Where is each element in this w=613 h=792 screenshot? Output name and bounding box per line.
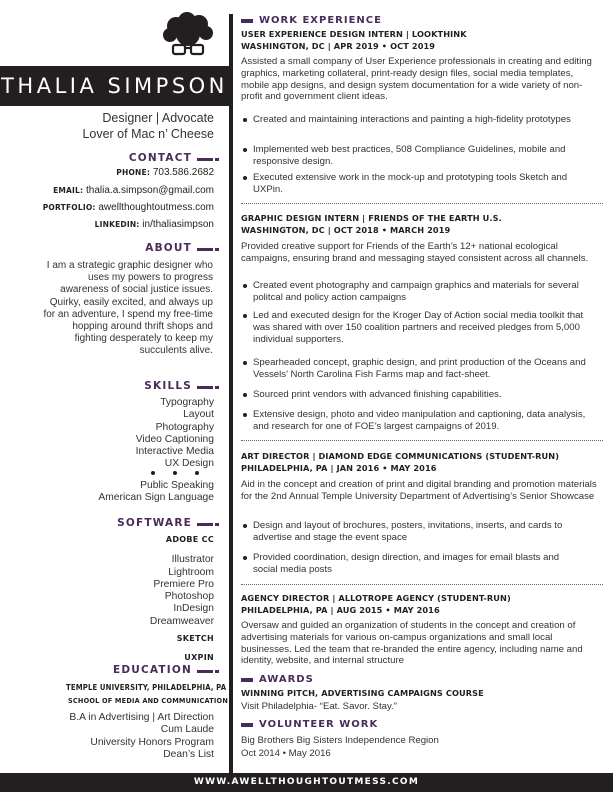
education-item: Cum Laude (160, 724, 214, 736)
contact-email-row (53, 185, 214, 196)
software-heading: SOFTWARE (117, 517, 192, 529)
software-item: Photoshop (164, 591, 214, 603)
job-summary: Oversaw and guided an organization of students in the concept and creation of advertising materials for various on-campus organizations and small local businesses. Led the team that re-branded the entire agency, including name and identity, website, and internal structure (241, 620, 583, 667)
education-item: Dean’s List (163, 748, 214, 760)
email-value[interactable]: thalia.a.simpson@gmail.com (86, 185, 214, 196)
job-summary: Aid in the concept and creation of print and digital branding and promotion materials for the 2nd Annual Temple University Department of Advertising’s Senior Showcase (241, 479, 597, 502)
software-item: Lightroom (168, 566, 214, 578)
education-details (69, 712, 214, 761)
contact-heading: CONTACT (128, 152, 192, 164)
portfolio-value[interactable]: awellthoughtoutmess.com (98, 202, 214, 213)
volunteer-org: Big Brothers Big Sisters Independence Region (241, 735, 439, 746)
skill-item: Photography (155, 421, 214, 433)
education-heading: EDUCATION (112, 664, 192, 676)
linkedin-label: LINKEDIN: (94, 220, 140, 229)
skill-item: Interactive Media (135, 446, 214, 458)
job-place: PHILADELPHIA, PA | AUG 2015 • MAY 2016 (241, 605, 440, 615)
education-item: University Honors Program (90, 736, 214, 748)
skills-heading-dash (197, 386, 213, 389)
about-heading-dash (197, 248, 213, 251)
portfolio-label: PORTFOLIO: (42, 203, 96, 212)
job-title: AGENCY DIRECTOR | ALLOTROPE AGENCY (STUDENT-RUN) (241, 593, 511, 603)
job-title: GRAPHIC DESIGN INTERN | FRIENDS OF THE EARTH U.S. (241, 213, 502, 223)
skills-other-list (98, 480, 214, 505)
software-sketch: SKETCH (176, 634, 214, 644)
award-title: WINNING PITCH, ADVERTISING CAMPAIGNS COURSE (241, 688, 484, 698)
tagline-fun: Lover of Mac n’ Cheese (82, 127, 214, 141)
contact-linkedin-row (95, 219, 214, 230)
phone-label: PHONE: (116, 168, 151, 177)
job-bullet: Implemented web best practices, 508 Compliance Guidelines, mobile and responsive design. (241, 144, 586, 168)
about-heading: ABOUT (145, 242, 192, 254)
software-item: Illustrator (171, 554, 214, 566)
job-separator (241, 203, 603, 204)
software-list (150, 534, 214, 665)
job-bullet: Provided coordination, design direction, and images for email blasts and social media posts (241, 552, 586, 576)
software-item: Dreamweaver (149, 615, 214, 627)
column-divider (229, 14, 233, 774)
job-summary: Assisted a small company of User Experience professionals in creating and editing graphics, marketing collateral, print-ready design files, social media templates, mobile app designs, and design system documentation for a wide variety of non-profit and government client ideas. (241, 56, 592, 103)
job-title: USER EXPERIENCE DESIGN INTERN | LOOKTHINK (241, 29, 467, 39)
skill-item: UX Design (164, 458, 214, 470)
job-bullet: Led and executed design for the Kroger Day of Action social media toolkit that was shared with over 150 coalition partners and received pledges from 5,000 individual supporters. (241, 310, 586, 345)
job-bullet: Design and layout of brochures, posters, invitations, inserts, and cards to advertise and stage the event space (241, 520, 586, 544)
skill-item: Video Captioning (135, 433, 214, 445)
about-text: I am a strategic graphic designer who uses my powers to progress awareness of social justice issues. Quirky, easily excited, and always up for an adventure, I spend my free-time hopping around thrift shops and fighting desperately to keep my succulents alive. (43, 260, 213, 357)
job-summary: Provided creative support for Friends of the Earth’s 12+ national ecological campaigns, ensuring brand and messaging stayed consistent across all channels. (241, 241, 589, 264)
job-separator (241, 440, 603, 441)
skill-item: American Sign Language (98, 492, 214, 504)
email-label: EMAIL: (53, 186, 84, 195)
software-item: Premiere Pro (153, 578, 214, 590)
skills-heading: SKILLS (144, 380, 192, 392)
skill-item: Public Speaking (140, 480, 214, 491)
job-bullet: Executed extensive work in the mock-up and prototyping tools Sketch and UXPin. (241, 172, 586, 196)
footer-website-link[interactable]: WWW.AWELLTHOUGHTOUTMESS.COM (193, 777, 420, 787)
job-bullet: Spearheaded concept, graphic design, and print production of the Oceans and Vessels’ North Carolina Fish Farms map and fact-sheet. (241, 357, 586, 381)
skills-list (136, 397, 214, 471)
phone-value[interactable]: 703.586.2682 (152, 167, 214, 178)
software-uxpin: UXPIN (184, 653, 214, 663)
job-place: WASHINGTON, DC | APR 2019 • OCT 2019 (241, 41, 436, 51)
contact-heading-dash (197, 158, 213, 161)
contact-phone-row (116, 167, 214, 178)
job-place: WASHINGTON, DC | OCT 2018 • MARCH 2019 (241, 225, 451, 235)
job-separator (241, 584, 603, 585)
software-heading-dash (197, 523, 213, 526)
job-bullet: Created and maintaining interactions and painting a high-fidelity prototypes (241, 114, 586, 126)
software-item: InDesign (173, 603, 214, 615)
software-adobe: ADOBE CC (165, 535, 214, 544)
contact-portfolio-row (43, 202, 214, 213)
education-heading-dash (197, 670, 213, 673)
logo-cloud-glasses-icon (160, 12, 216, 62)
job-bullet: Sourced print vendors with advanced finishing capabilities. (241, 389, 586, 401)
name-heading: THALIA SIMPSON (1, 74, 228, 98)
education-college: SCHOOL OF MEDIA AND COMMUNICATION (68, 697, 228, 705)
linkedin-value[interactable]: in/thaliasimpson (142, 219, 214, 230)
job-title: ART DIRECTOR | DIAMOND EDGE COMMUNICATIONS (STUDENT-RUN) (241, 451, 560, 461)
job-bullet: Extensive design, photo and video manipulation and captioning, data analysis, and research for one of FOE’s largest campaigns of 2019. (241, 409, 586, 433)
job-place: PHILADELPHIA, PA | JAN 2016 • MAY 2016 (241, 463, 437, 473)
volunteer-dates: Oct 2014 • May 2016 (241, 748, 331, 759)
education-item: B.A in Advertising | Art Direction (69, 712, 214, 723)
tagline-roles: Designer | Advocate (102, 111, 214, 125)
skill-item: Typography (160, 397, 214, 408)
skill-item: Layout (183, 409, 214, 421)
education-school: TEMPLE UNIVERSITY, PHILADELPHIA, PA (66, 682, 227, 692)
job-bullet: Created event photography and campaign graphics and materials for several politcal and policy action campaigns (241, 280, 586, 304)
skills-dot-separator (145, 471, 209, 477)
award-text: Visit Philadelphia- “Eat. Savor. Stay.” (241, 701, 397, 712)
